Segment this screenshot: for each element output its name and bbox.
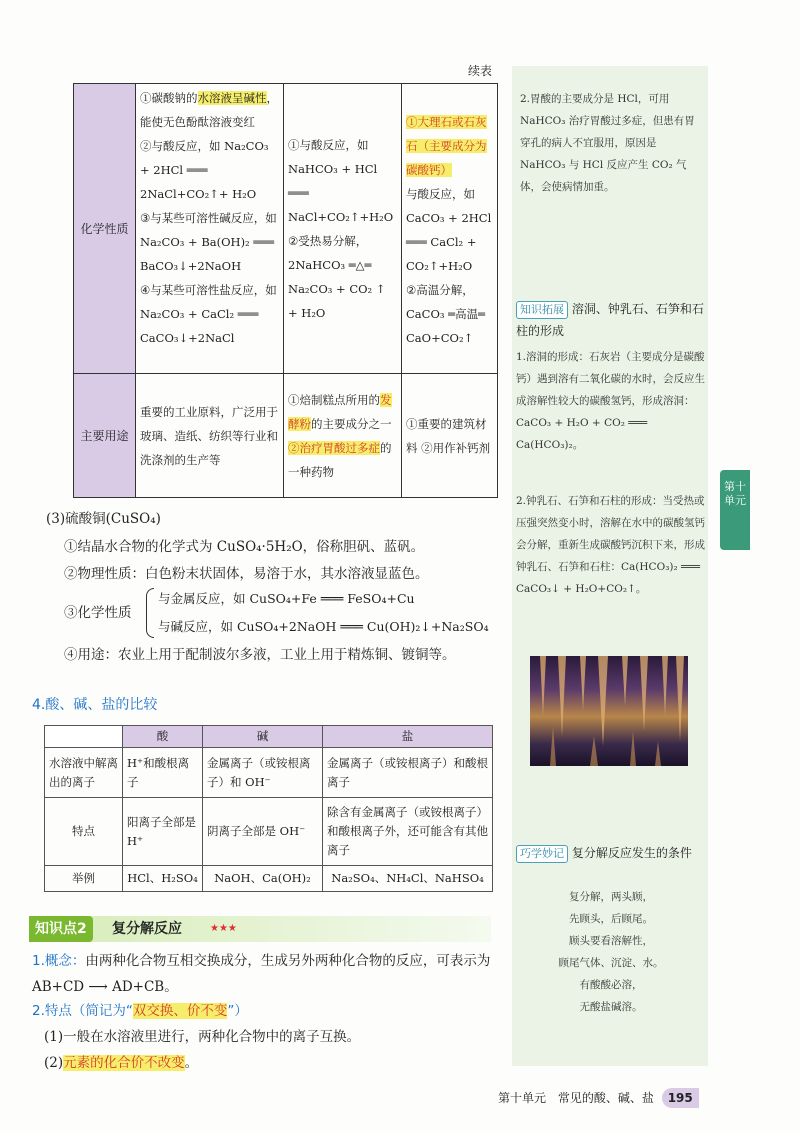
cave-photo — [530, 656, 688, 766]
unit-tab: 第十单元 — [720, 470, 750, 550]
continued-label: 续表 — [468, 64, 493, 78]
caco3-prop-cell: ①大理石或石灰石（主要成分为碳酸钙） 与酸反应，如 CaCO₃ + 2HCl ═══ CaCl₂ + CO₂↑+H₂O ②高温分解，CaCO₃ ═高温═ CaO+CO₂↑ — [402, 84, 498, 374]
cuso4-p1: ①结晶水合物的化学式为 CuSO₄·5H₂O，俗称胆矾、蓝矾。 — [64, 539, 425, 555]
kp2-concept: 1.概念：由两种化合物互相交换成分，生成另外两种化合物的反应，可表示为 AB+CD ⟶ AD+CB。 — [32, 953, 491, 995]
table-cell: 特点 — [45, 798, 123, 866]
nahco3-prop-cell: ①与酸反应，如 NaHCO₃ + HCl ═══ NaCl+CO₂↑+H₂O ②受热易分解，2NaHCO₃ ═△═ Na₂CO₃ + CO₂ ↑ + H₂O — [284, 84, 402, 374]
cuso4-title: (3)硫酸铜(CuSO₄) — [46, 511, 161, 527]
table-cell: 除含有金属离子（或铵根离子）和酸根离子外，还可能含有其他离子 — [323, 798, 493, 866]
compare-head-0 — [45, 726, 123, 748]
kp2-f1: (1)一般在水溶液里进行，两种化合物中的离子互换。 — [44, 1029, 361, 1045]
cuso4-p3-b: 与碱反应，如 CuSO₄+2NaOH ═══ Cu(OH)₂↓+Na₂SO₄ — [158, 619, 489, 634]
compare-table — [44, 725, 493, 892]
poem: 复分解，两头顾， 先顾头，后顾尾。 顾头要看溶解性， 顾尾气体、沉淀、水。 有酸酸必溶， 无酸盐碱溶。 — [558, 891, 664, 1013]
kp2-band — [29, 916, 491, 942]
stalactite-image — [530, 656, 688, 766]
caco3-use-cell: ①重要的建筑材料 ②用作补钙剂 — [402, 374, 498, 498]
ext-box — [516, 298, 706, 342]
cuso4-p4: ④用途：农业上用于配制波尔多液，工业上用于精炼铜、镀铜等。 — [64, 647, 456, 663]
nahco3-use-cell: ①焙制糕点所用的发酵粉的主要成分之一 ②治疗胃酸过多症的一种药物 — [284, 374, 402, 498]
row-head-use: 主要用途 — [74, 374, 136, 498]
footer-unit: 第十单元 — [498, 1091, 547, 1105]
footer-title: 常见的酸、碱、盐 — [557, 1091, 654, 1105]
ext-1: 1.溶洞的形成：石灰岩（主要成分是碳酸钙）遇到溶有二氧化碳的水时，会反应生成溶解性较大的碳酸氢钙，形成溶洞：CaCO₃ + H₂O + CO₂ ═══ Ca(HCO₃)₂。 — [516, 351, 705, 451]
kp2-stars: ★★★ — [210, 923, 237, 934]
compare-head-3: 盐 — [323, 726, 493, 748]
kp2-badge: 知识点2 — [29, 916, 93, 942]
compare-head-1: 酸 — [123, 726, 203, 748]
table-cell: HCl、H₂SO₄ — [123, 866, 203, 892]
table-cell: H⁺和酸根离子 — [123, 748, 203, 798]
ext-tag: 知识拓展 — [516, 301, 568, 319]
table-cell: 水溶液中解离出的离子 — [45, 748, 123, 798]
tip-title: 复分解反应发生的条件 — [571, 846, 692, 860]
na2co3-prop-cell: ①碳酸钠的水溶液呈碱性，能使无色酚酞溶液变红 ②与酸反应，如 Na₂CO₃ + 2HCl ═══ 2NaCl+CO₂↑+ H₂O ③与某些可溶性碱反应，如 Na₂CO₃ + Ba(OH)₂ ═══ BaCO₃↓+2NaOH ④与某些可溶性盐反应，如 Na₂CO₃ + CaCl₂ ═══ CaCO₃↓+2NaCl — [136, 84, 284, 374]
row-head-chem: 化学性质 — [74, 84, 136, 374]
page-number: 195 — [662, 1088, 699, 1108]
side-note2: 2.胃酸的主要成分是 HCl，可用 NaHCO₃ 治疗胃酸过多症，但患有胃穿孔的病人不宜服用，原因是 NaHCO₃ 与 HCl 反应产生 CO₂ 气体，会使病情加重。 — [520, 93, 695, 193]
table-cell: 举例 — [45, 866, 123, 892]
kp2-title: 复分解反应 — [112, 921, 182, 937]
table-cell: 阴离子全部是 OH⁻ — [203, 798, 323, 866]
table-cell: 金属离子（或铵根离子）和酸根离子 — [323, 748, 493, 798]
footer — [498, 1088, 699, 1108]
kp2-feature: 2.特点（简记为“双交换、价不变”） — [32, 1003, 248, 1019]
tip-box — [516, 842, 706, 864]
tip-tag: 巧学妙记 — [516, 845, 568, 863]
kp2-f2: (2)元素的化合价不改变。 — [44, 1055, 199, 1071]
table-cell: 阳离子全部是 H⁺ — [123, 798, 203, 866]
table-cell: 金属离子（或铵根离子）和 OH⁻ — [203, 748, 323, 798]
table-cell: Na₂SO₄、NH₄Cl、NaHSO₄ — [323, 866, 493, 892]
salt-properties-table — [73, 83, 498, 498]
ext-2: 2.钟乳石、石笋和石柱的形成：当受热或压强突然变小时，溶解在水中的碳酸氢钙会分解，重新生成碳酸钙沉积下来，形成钟乳石、石笋和石柱：Ca(HCO₃)₂ ═══ CaCO₃↓ + H₂O+CO₂↑。 — [516, 495, 705, 595]
table-cell: NaOH、Ca(OH)₂ — [203, 866, 323, 892]
brace — [146, 588, 154, 638]
cuso4-p3-label: ③化学性质 — [64, 605, 132, 621]
cuso4-p3-a: 与金属反应，如 CuSO₄+Fe ═══ FeSO₄+Cu — [158, 591, 415, 606]
cuso4-p2: ②物理性质：白色粉末状固体，易溶于水，其水溶液显蓝色。 — [64, 566, 429, 582]
compare-title: 4.酸、碱、盐的比较 — [32, 697, 158, 713]
ext-title: 溶洞、钟乳石、石笋和石柱的形成 — [516, 302, 704, 338]
compare-head-2: 碱 — [203, 726, 323, 748]
na2co3-use-cell: 重要的工业原料，广泛用于玻璃、造纸、纺织等行业和洗涤剂的生产等 — [136, 374, 284, 498]
